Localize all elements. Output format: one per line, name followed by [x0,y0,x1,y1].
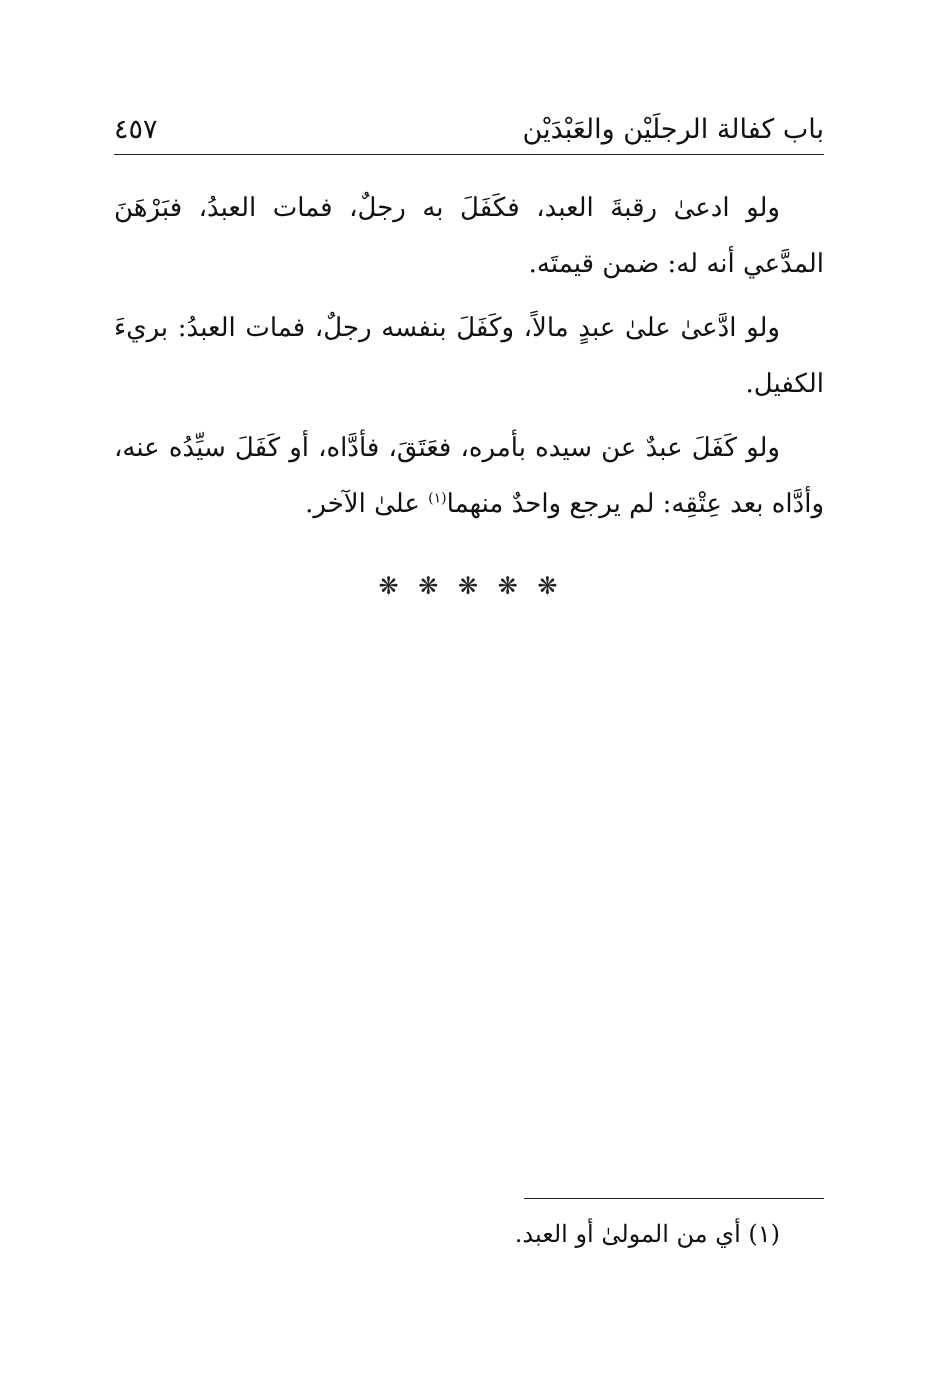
paragraph: ولو ادَّعىٰ علىٰ عبدٍ مالاً، وكَفَلَ بنفسه رجلٌ، فمات العبدُ: بريءَ الكفيل. [114,313,824,399]
paragraph-text: علىٰ الآخر. [305,489,429,519]
page-header [114,108,824,154]
page-number: ٤٥٧ [114,114,158,145]
footnote: (١) أي من المولىٰ أو العبد. [514,1220,780,1248]
main-text [114,180,824,540]
paragraph: ولو ادعىٰ رقبةَ العبد، فكَفَلَ به رجلٌ، فمات العبدُ، فبَرْهَنَ المدَّعي أنه له: ضمن قيمتَه. [114,193,824,279]
footnote-reference[interactable]: (١) [428,490,447,507]
footnote-rule [524,1198,824,1199]
paragraph [114,420,824,532]
paragraph-text: ولو كَفَلَ عبدٌ عن سيده بأمره، فعَتَقَ، فأدَّاه، أو كَفَلَ سيِّدُه عنه، وأدَّاه بعد عِتْقِه: لم يرجع واحدٌ منهما [114,433,824,519]
header-rule [114,154,824,155]
running-title: باب كفالة الرجلَيْن والعَبْدَيْن [522,114,824,145]
section-separator: ❋ ❋ ❋ ❋ ❋ [378,572,564,600]
